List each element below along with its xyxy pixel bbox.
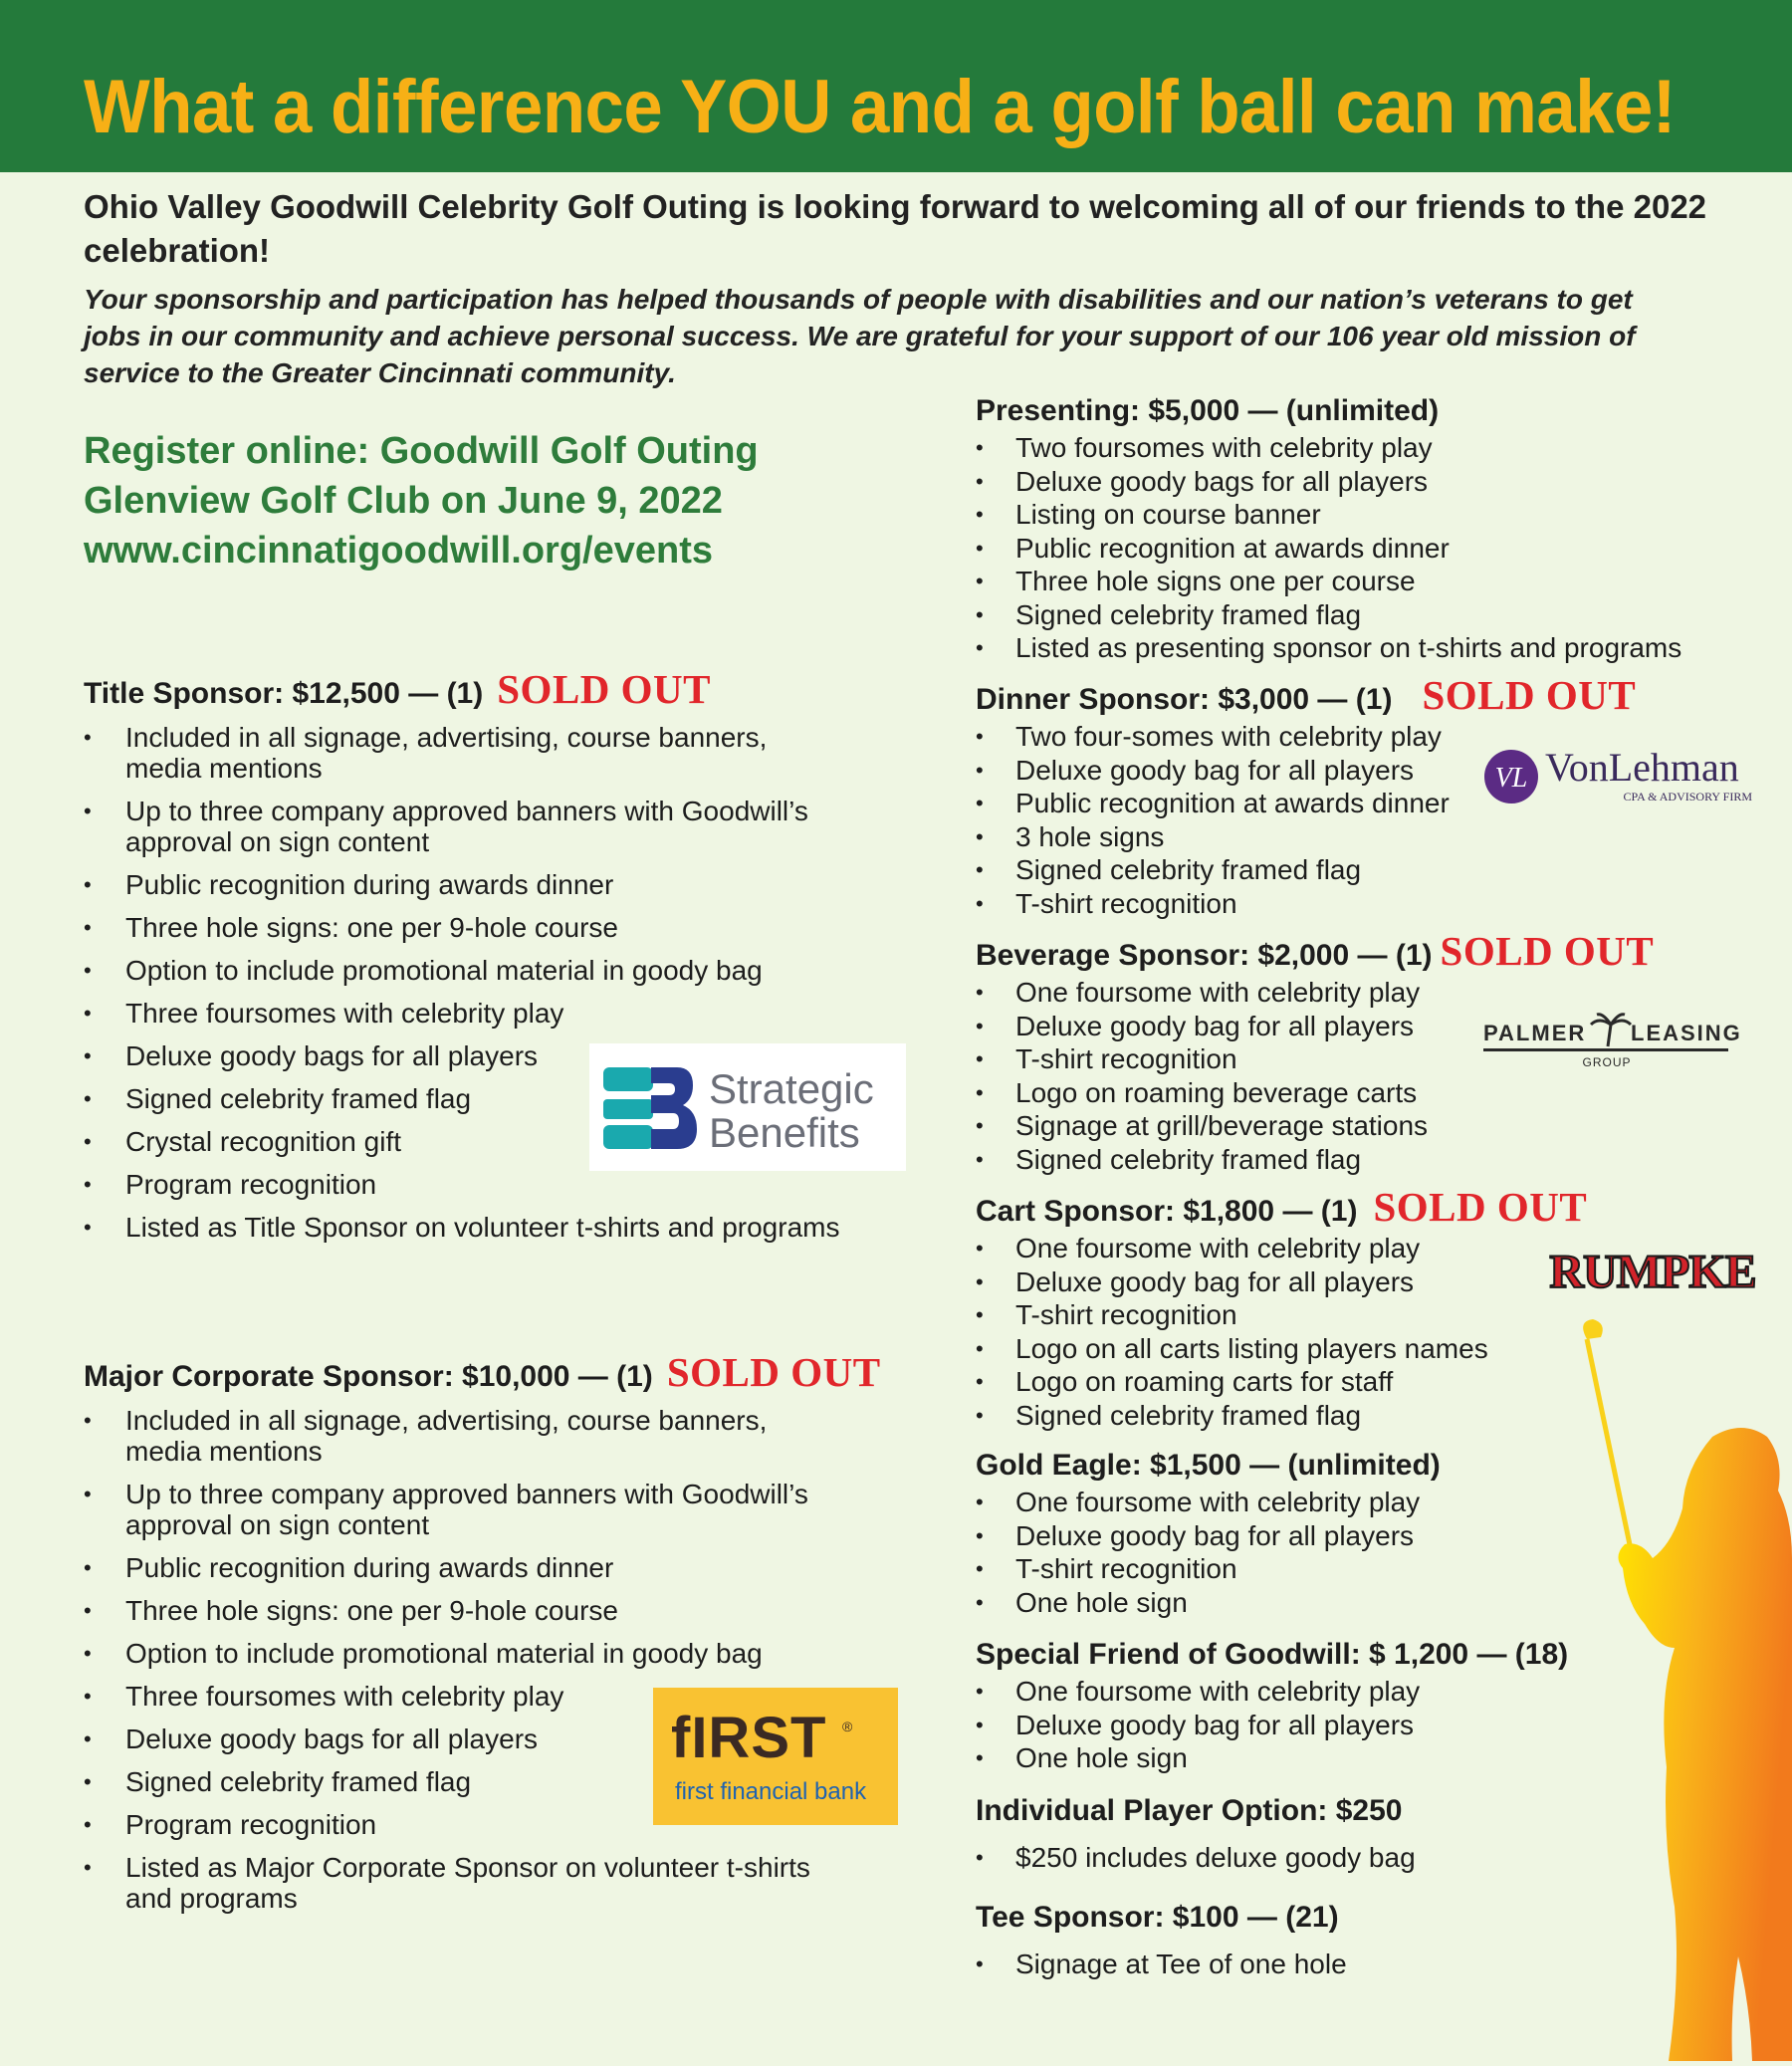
benefit-item: • Listing on course banner	[976, 498, 1772, 532]
benefit-item: • Signage at Tee of one hole	[976, 1948, 1772, 1981]
benefit-item: • One foursome with celebrity play	[976, 976, 1772, 1010]
benefit-item: • Signed celebrity framed flag	[84, 1083, 840, 1114]
beverage-benefits	[976, 976, 1772, 1176]
benefit-item: • Included in all signage, advertising, course banners, media mentions	[84, 1405, 840, 1467]
benefit-item: • Three hole signs: one per 9-hole course	[84, 1595, 840, 1626]
leasing-word: LEASING	[1631, 1021, 1742, 1045]
sold-out-badge: SOLD OUT	[497, 666, 711, 712]
benefit-item: • T-shirt recognition	[976, 1552, 1772, 1586]
benefit-item: • Logo on all carts listing players names	[976, 1332, 1772, 1366]
benefit-item: • Program recognition	[84, 1809, 840, 1840]
benefit-item: • Up to three company approved banners with Goodwill’s approval on sign content	[84, 1479, 840, 1540]
benefit-item: • Listed as presenting sponsor on t-shirts and programs	[976, 631, 1772, 665]
individual-heading: Individual Player Option: $250	[976, 1794, 1403, 1827]
first-logo-subtitle: first financial bank	[675, 1778, 867, 1805]
benefit-item: • Three foursomes with celebrity play	[84, 1681, 840, 1712]
benefit-item: • One foursome with celebrity play	[976, 1486, 1772, 1519]
intro-headline: Ohio Valley Goodwill Celebrity Golf Outing is looking forward to welcoming all of our friends to the 2022 celebration!	[84, 188, 1707, 269]
rumpke-word: RUMPKE	[1549, 1246, 1756, 1298]
beverage-heading	[976, 928, 1772, 976]
presenting-section	[976, 391, 1772, 665]
benefit-item: • One hole sign	[976, 1586, 1772, 1620]
cart-heading	[976, 1184, 1772, 1232]
major-sponsor-heading-text: Major Corporate Sponsor: $10,000 — (1)	[84, 1360, 653, 1393]
benefit-item: • Option to include promotional material in goody bag	[84, 1638, 840, 1669]
benefit-item: • Deluxe goody bag for all players	[976, 1709, 1772, 1742]
benefit-item: • Deluxe goody bag for all players	[976, 754, 1772, 788]
benefit-item: • Deluxe goody bags for all players	[84, 1723, 840, 1754]
benefit-item: • Logo on roaming beverage carts	[976, 1076, 1772, 1110]
benefit-item: • One foursome with celebrity play	[976, 1232, 1772, 1265]
benefit-item: • Up to three company approved banners with Goodwill’s approval on sign content	[84, 796, 840, 857]
benefit-item: • Deluxe goody bag for all players	[976, 1519, 1772, 1553]
palmer-group-word: GROUP	[1582, 1055, 1632, 1069]
register-info	[84, 426, 980, 575]
major-sponsor-heading	[84, 1349, 881, 1397]
benefit-item: • Deluxe goody bag for all players	[976, 1265, 1772, 1299]
benefit-item: • Deluxe goody bags for all players	[976, 465, 1772, 499]
golfer-silhouette-icon	[1563, 1319, 1792, 2061]
strategic-benefits-line1: Strategic	[709, 1065, 874, 1112]
benefit-item: • Three hole signs one per course	[976, 565, 1772, 598]
benefit-item: • Signed celebrity framed flag	[976, 1399, 1772, 1433]
sold-out-badge: SOLD OUT	[1440, 928, 1655, 974]
benefit-item: • One hole sign	[976, 1741, 1772, 1775]
strategic-benefits-line2: Benefits	[709, 1109, 860, 1156]
first-logo-reg: ®	[842, 1719, 853, 1734]
register-url[interactable]: www.cincinnatigoodwill.org/events	[84, 530, 713, 572]
benefit-item: • $250 includes deluxe goody bag	[976, 1841, 1772, 1875]
palmer-leasing-logo	[1481, 1011, 1742, 1072]
palm-tree-icon	[1591, 1015, 1631, 1046]
special-friend-heading: Special Friend of Goodwill: $ 1,200 — (18)	[976, 1638, 1569, 1671]
dinner-heading-text: Dinner Sponsor: $3,000 — (1)	[976, 683, 1393, 716]
benefit-item: • Public recognition during awards dinner	[84, 869, 840, 900]
benefit-item: • Public recognition at awards dinner	[976, 787, 1772, 820]
benefit-item: • Public recognition at awards dinner	[976, 532, 1772, 566]
major-sponsor-section	[84, 1349, 881, 1926]
vonlehman-logo	[1483, 745, 1754, 810]
register-line-1: Register online: Goodwill Golf Outing	[84, 430, 759, 472]
vonlehman-subtitle: CPA & ADVISORY FIRM	[1623, 790, 1752, 803]
rumpke-logo	[1549, 1240, 1756, 1303]
vonlehman-name: VonLehman	[1545, 745, 1739, 790]
mission-statement: Your sponsorship and participation has helped thousands of people with disabilities and our nation’s veterans to get jobs in our community and achieve personal success. We are grateful for your support of our 106 year old mission of service to the Greater Cincinnati community.	[84, 284, 1636, 388]
sold-out-badge: SOLD OUT	[666, 1349, 881, 1395]
benefit-item: • Deluxe goody bag for all players	[976, 1010, 1772, 1043]
benefit-item: • Included in all signage, advertising, course banners, media mentions	[84, 722, 840, 784]
benefit-item: • Two foursomes with celebrity play	[976, 431, 1772, 465]
benefit-item: • Signage at grill/beverage stations	[976, 1109, 1772, 1143]
benefit-item: • Listed as Title Sponsor on volunteer t-shirts and programs	[84, 1212, 840, 1243]
benefit-item: • Listed as Major Corporate Sponsor on volunteer t-shirts and programs	[84, 1852, 840, 1914]
benefit-item: • Signed celebrity framed flag	[976, 853, 1772, 887]
register-line-2: Glenview Golf Club on June 9, 2022	[84, 480, 723, 522]
benefit-item: • Three foursomes with celebrity play	[84, 998, 840, 1029]
title-sponsor-heading-text: Title Sponsor: $12,500 — (1)	[84, 677, 484, 710]
palmer-word: PALMER	[1483, 1021, 1587, 1045]
presenting-benefits	[976, 431, 1772, 665]
benefit-item: • Signed celebrity framed flag	[84, 1766, 840, 1797]
cart-heading-text: Cart Sponsor: $1,800 — (1)	[976, 1195, 1358, 1228]
sold-out-badge: SOLD OUT	[1373, 1184, 1588, 1230]
benefit-item: • One foursome with celebrity play	[976, 1675, 1772, 1709]
benefit-item: • T-shirt recognition	[976, 887, 1772, 921]
major-sponsor-benefits	[84, 1405, 840, 1914]
header-banner	[0, 0, 1792, 172]
first-logo-word: fIRST	[671, 1706, 827, 1770]
strategic-benefits-logo	[589, 1043, 906, 1171]
beverage-heading-text: Beverage Sponsor: $2,000 — (1)	[976, 939, 1433, 972]
benefit-item: • Program recognition	[84, 1169, 840, 1200]
benefit-item: • T-shirt recognition	[976, 1042, 1772, 1076]
benefit-item: • Crystal recognition gift	[84, 1126, 840, 1157]
dinner-heading	[976, 672, 1772, 720]
strategic-benefits-mark-icon	[589, 1043, 906, 1171]
title-sponsor-heading	[84, 666, 840, 714]
gold-eagle-heading: Gold Eagle: $1,500 — (unlimited)	[976, 1449, 1441, 1482]
benefit-item: • Logo on roaming carts for staff	[976, 1365, 1772, 1399]
benefit-item: • Two four-somes with celebrity play	[976, 720, 1772, 754]
benefit-item: • Option to include promotional material in goody bag	[84, 955, 840, 986]
benefit-item: • Signed celebrity framed flag	[976, 598, 1772, 632]
benefit-item: • Public recognition during awards dinner	[84, 1552, 840, 1583]
presenting-heading: Presenting: $5,000 — (unlimited)	[976, 394, 1440, 427]
benefit-item: • T-shirt recognition	[976, 1298, 1772, 1332]
benefit-item: • 3 hole signs	[976, 820, 1772, 854]
benefit-item: • Three hole signs: one per 9-hole course	[84, 912, 840, 943]
vonlehman-mark: VL	[1494, 763, 1528, 794]
sold-out-badge: SOLD OUT	[1422, 672, 1637, 718]
page-title: What a difference YOU and a golf ball can make!	[84, 65, 1676, 149]
benefit-item: • Signed celebrity framed flag	[976, 1143, 1772, 1177]
tee-heading: Tee Sponsor: $100 — (21)	[976, 1901, 1339, 1934]
benefit-item: • Deluxe goody bags for all players	[84, 1040, 840, 1071]
first-financial-logo	[653, 1688, 898, 1825]
